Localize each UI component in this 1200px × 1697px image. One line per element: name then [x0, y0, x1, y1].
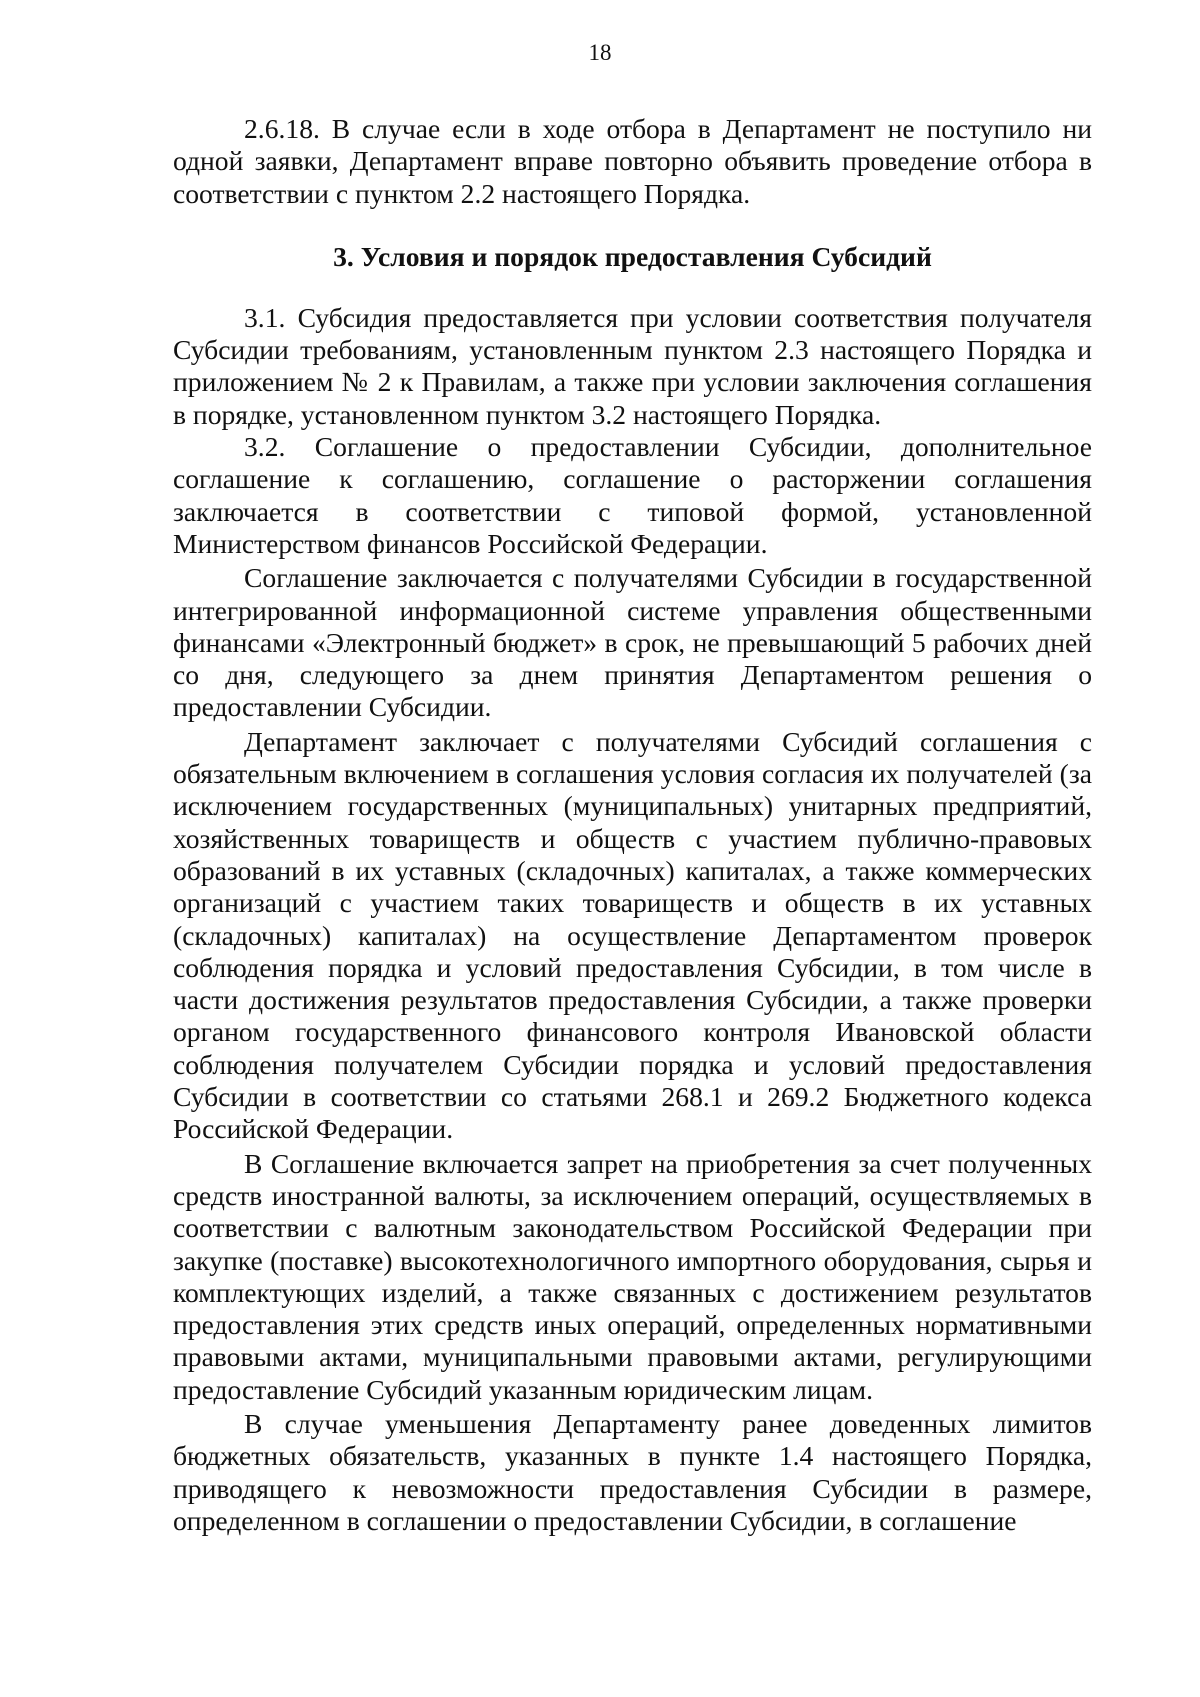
paragraph-limits-reduction: В случае уменьшения Департаменту ранее доведенных лимитов бюджетных обязательств, указанных в пункте 1.4 настоящего Порядка, приводящего к невозможности предоставления Субсидии в размере, определенном в соглашении о предоставлении Субсидии, в соглашение: [173, 1407, 1092, 1536]
paragraph-agreement-system: Соглашение заключается с получателями Субсидии в государственной интегрированной информационной системе управления общественными финансами «Электронный бюджет» в срок, не превышающий 5 рабочих дней со дня, следующего за днем принятия Департаментом решения о предоставлении Субсидии.: [173, 562, 1092, 723]
page-number: 18: [588, 40, 612, 65]
paragraph-3-1: 3.1. Субсидия предоставляется при условии соответствия получателя Субсидии требованиям, установленным пунктом 2.3 настоящего Порядка и приложением № 2 к Правилам, а также при условии заключения соглашения в порядке, установленном пунктом 3.2 настоящего Порядка.: [173, 301, 1092, 430]
document-body: [173, 113, 1092, 1537]
section-heading: 3. Условия и порядок предоставления Субсидий: [333, 240, 932, 272]
paragraph-3-2: 3.2. Соглашение о предоставлении Субсидии, дополнительное соглашение к соглашению, соглашение о расторжении соглашения заключается в соответствии с типовой формой, установленной Министерством финансов Российской Федерации.: [173, 431, 1092, 559]
paragraph-2-6-18: 2.6.18. В случае если в ходе отбора в Департамент не поступило ни одной заявки, Департамент вправе повторно объявить проведение отбора в соответствии с пунктом 2.2 настоящего Порядка.: [173, 113, 1092, 209]
paragraph-agreement-consent: Департамент заключает с получателями Субсидий соглашения с обязательным включением в соглашения условия согласия их получателей (за исключением государственных (муниципальных) унитарных предприятий, хозяйственных товариществ и обществ с участием публично-правовых образований в их уставных (складочных) капиталах, а также коммерческих организаций с участием таких товариществ и обществ в их уставных (складочных) капиталах) на осуществление Департаментом проверок соблюдения порядка и условий предоставления Субсидии, в том числе в части достижения результатов предоставления Субсидии, а также проверки органом государственного финансового контроля Ивановской области соблюдения получателем Субсидии порядка и условий предоставления Субсидии в соответствии со статьями 268.1 и 269.2 Бюджетного кодекса Российской Федерации.: [173, 725, 1092, 1145]
paragraph-currency-ban: В Соглашение включается запрет на приобретения за счет полученных средств иностранной валюты, за исключением операций, осуществляемых в соответствии с валютным законодательством Российской Федерации при закупке (поставке) высокотехнологичного импортного оборудования, сырья и комплектующих изделий, а также связанных с достижением результатов предоставления этих средств иных операций, определенных нормативными правовыми актами, муниципальными правовыми актами, регулирующими предоставление Субсидий указанным юридическим лицам.: [173, 1147, 1092, 1405]
